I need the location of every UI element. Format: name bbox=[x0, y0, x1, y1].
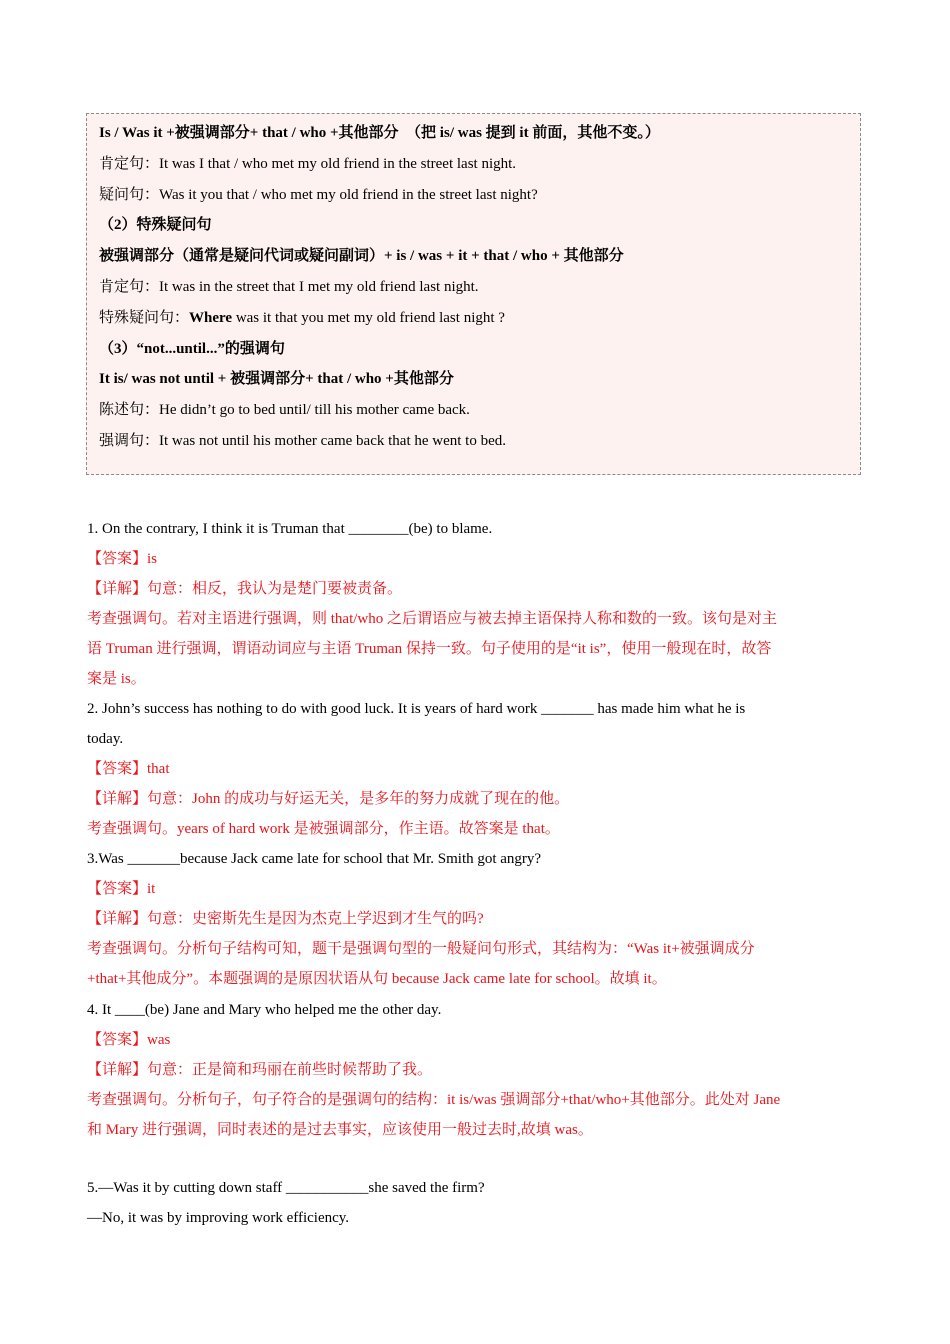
explanation-line: 案是 is。 bbox=[87, 671, 146, 687]
box-heading-2: （2）特殊疑问句 bbox=[99, 217, 212, 234]
question-text: 3.Was _______because Jack came late for school that Mr. Smith got angry? bbox=[87, 851, 542, 867]
answer: 【答案】is bbox=[87, 551, 158, 567]
text: It was in the street that I met my old friend last night. bbox=[159, 278, 479, 295]
text: Was it you that / who met my old friend in the street last night? bbox=[159, 186, 538, 203]
box-structure-3: It is/ was not until + 被强调部分+ that / who +其他部分 bbox=[99, 371, 454, 388]
explanation-line: 考查强调句。若对主语进行强调，则 that/who 之后谓语应与被去掉主语保持人称和数的一致。该句是对主 bbox=[87, 611, 777, 627]
question-text: 1. On the contrary, I think it is Truman that ________(be) to blame. bbox=[87, 521, 493, 537]
box-emphatic bbox=[99, 426, 860, 457]
question-1 bbox=[87, 514, 862, 694]
question-3 bbox=[87, 844, 862, 994]
label: 强调句： bbox=[99, 432, 160, 449]
question-text: 2. John’s success has nothing to do with good luck. It is years of hard work _______ has made him what he is bbox=[87, 701, 746, 717]
box-structure-1: Is / Was it +被强调部分+ that / who +其他部分 （把 is/ was 提到 it 前面，其他不变。） bbox=[99, 125, 660, 141]
box-affirmative-1 bbox=[99, 149, 860, 180]
explanation-line: +that+其他成分”。本题强调的是原因状语从句 because Jack came late for school。故填 it。 bbox=[87, 971, 667, 987]
text: It was not until his mother came back that he went to bed. bbox=[159, 432, 507, 449]
label: 陈述句： bbox=[99, 402, 160, 419]
label: 疑问句： bbox=[99, 186, 160, 203]
box-statement bbox=[99, 395, 860, 426]
answer: 【答案】was bbox=[87, 1032, 171, 1048]
detail: 【详解】句意：正是简和玛丽在前些时候帮助了我。 bbox=[87, 1062, 433, 1078]
box-heading-3: （3）“not...until...”的强调句 bbox=[99, 340, 285, 357]
answer: 【答案】that bbox=[87, 761, 170, 777]
grammar-note-box bbox=[86, 113, 861, 475]
label: 特殊疑问句： bbox=[99, 309, 190, 326]
text: was it that you met my old friend last night ? bbox=[232, 309, 505, 326]
explanation-line: 考查强调句。years of hard work 是被强调部分，作主语。故答案是 that。 bbox=[87, 821, 560, 837]
box-structure-2: 被强调部分（通常是疑问代词或疑问副词）+ is / was + it + that / who + 其他部分 bbox=[99, 248, 624, 265]
question-text: 5.—Was it by cutting down staff ___________she saved the firm? bbox=[87, 1180, 485, 1196]
question-text: today. bbox=[87, 731, 124, 747]
box-special-question bbox=[99, 303, 860, 334]
explanation-line: 考查强调句。分析句子结构可知，题干是强调句型的一般疑问句形式，其结构为：“Was it+被强调成分 bbox=[87, 941, 755, 957]
bold-word: Where bbox=[189, 309, 233, 326]
reply-text: —No, it was by improving work efficiency. bbox=[87, 1210, 350, 1226]
detail: 【详解】句意：相反，我认为是楚门要被责备。 bbox=[87, 581, 403, 597]
text: He didn’t go to bed until/ till his mother came back. bbox=[159, 402, 470, 419]
question-2 bbox=[87, 694, 862, 844]
box-question-1 bbox=[99, 180, 860, 211]
detail: 【详解】句意：John 的成功与好运无关，是多年的努力成就了现在的他。 bbox=[87, 791, 570, 807]
label: 肯定句： bbox=[99, 278, 160, 295]
explanation-line: 考查强调句。分析句子，句子符合的是强调句的结构：it is/was 强调部分+that/who+其他部分。此处对 Jane bbox=[87, 1092, 781, 1108]
text: It was I that / who met my old friend in the street last night. bbox=[159, 155, 517, 172]
question-5 bbox=[87, 1173, 862, 1233]
detail: 【详解】句意：史密斯先生是因为杰克上学迟到才生气的吗? bbox=[87, 911, 484, 927]
explanation-line: 语 Truman 进行强调，谓语动词应与主语 Truman 保持一致。句子使用的是“it is”，使用一般现在时，故答 bbox=[87, 641, 772, 657]
box-affirmative-2 bbox=[99, 272, 860, 303]
explanation-line: 和 Mary 进行强调，同时表述的是过去事实，应该使用一般过去时,故填 was。 bbox=[87, 1122, 593, 1138]
question-text: 4. It ____(be) Jane and Mary who helped me the other day. bbox=[87, 1002, 442, 1018]
answer: 【答案】it bbox=[87, 881, 156, 897]
label: 肯定句： bbox=[99, 155, 160, 172]
question-4 bbox=[87, 995, 862, 1145]
